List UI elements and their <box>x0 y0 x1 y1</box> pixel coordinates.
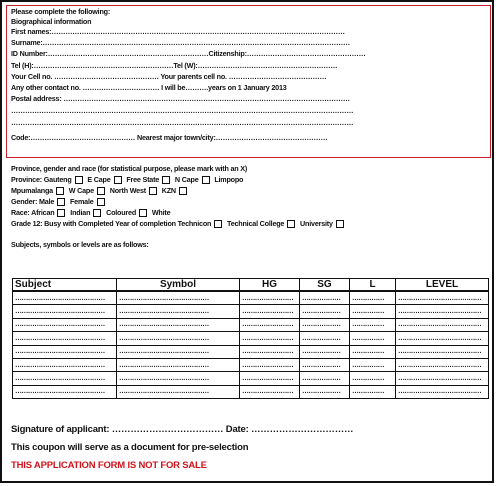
kzn-checkbox[interactable] <box>179 187 187 195</box>
free-state-checkbox[interactable] <box>162 176 170 184</box>
province-kzn: KZN <box>161 186 176 195</box>
subjects-table <box>12 278 489 399</box>
table-cell[interactable]: …………………………………… <box>13 291 117 305</box>
table-cell[interactable]: …………… <box>350 291 396 305</box>
signature-date-field[interactable]: Signature of applicant: ……………………………… Date: …………………………… <box>11 424 354 435</box>
table-cell[interactable]: ………………………………… <box>396 358 489 371</box>
gender-label: Gender: <box>11 197 38 206</box>
table-cell[interactable]: ……………… <box>300 385 350 398</box>
table-cell[interactable]: …………………………………… <box>13 358 117 371</box>
column-level: LEVEL <box>396 279 489 292</box>
race-row <box>11 208 170 218</box>
gender-female: Female <box>69 197 94 206</box>
form-header: Please complete the following: <box>11 7 111 16</box>
province-w-cape: W Cape <box>68 186 94 195</box>
table-row <box>13 291 489 305</box>
table-cell[interactable]: ……………… <box>300 345 350 358</box>
table-cell[interactable]: …………… <box>350 305 396 318</box>
table-cell[interactable]: ……………… <box>300 305 350 318</box>
table-cell[interactable]: ……………… <box>300 372 350 385</box>
table-cell[interactable]: ………………………………… <box>396 385 489 398</box>
race-label: Race: <box>11 208 30 217</box>
table-cell[interactable]: …………………………………… <box>117 358 240 371</box>
postal-address-line-3[interactable]: ………………………………………………………………………………………………………………………………… <box>11 118 354 127</box>
technicon-checkbox[interactable] <box>214 220 222 228</box>
province-e-cape: E Cape <box>87 175 111 184</box>
female-checkbox[interactable] <box>97 198 105 206</box>
table-cell[interactable]: …………………………………… <box>117 291 240 305</box>
table-row <box>13 358 489 371</box>
race-coloured: Coloured <box>106 208 137 217</box>
postal-address-line-2[interactable]: ………………………………………………………………………………………………………………………………… <box>11 106 354 115</box>
column-subject: Subject <box>13 279 117 292</box>
column-hg: HG <box>240 279 300 292</box>
table-row <box>13 305 489 318</box>
table-cell[interactable]: ………………………………… <box>396 291 489 305</box>
race-african: African <box>31 208 55 217</box>
table-cell[interactable]: …………………… <box>240 372 300 385</box>
province-north-west: North West <box>109 186 146 195</box>
african-checkbox[interactable] <box>57 209 65 217</box>
indian-checkbox[interactable] <box>93 209 101 217</box>
table-row <box>13 318 489 331</box>
table-cell[interactable]: …………… <box>350 372 396 385</box>
province-row-1 <box>11 175 243 185</box>
postal-address-field[interactable]: Postal address: …………………………………………………………………………………………………………… <box>11 94 350 103</box>
n-cape-checkbox[interactable] <box>202 176 210 184</box>
other-contact-field[interactable]: Any other contact no. …………………………… I will be……….years on 1 January 2013 <box>11 83 287 92</box>
table-row <box>13 385 489 398</box>
telephone-field[interactable]: Tel (H):……………………………………………………Tel (W):…………………………………………………… <box>11 61 338 70</box>
table-cell[interactable]: ……………… <box>300 318 350 331</box>
table-cell[interactable]: ………………………………… <box>396 318 489 331</box>
table-cell[interactable]: …………………… <box>240 332 300 345</box>
surname-field[interactable]: Surname:…………………………………………………………………………………………………………………… <box>11 38 351 47</box>
table-row <box>13 332 489 345</box>
province-row-2 <box>11 186 190 196</box>
table-cell[interactable]: ………………………………… <box>396 305 489 318</box>
table-cell[interactable]: ……………… <box>300 332 350 345</box>
gender-row <box>11 197 108 207</box>
grade-row <box>11 219 347 229</box>
grade-label: Grade 12: <box>11 219 43 228</box>
race-indian: Indian <box>70 208 91 217</box>
gauteng-checkbox[interactable] <box>75 176 83 184</box>
grade-university: University <box>300 219 333 228</box>
table-cell[interactable]: …………………… <box>240 305 300 318</box>
table-cell[interactable]: …………………………………… <box>117 385 240 398</box>
table-cell[interactable]: …………………………………… <box>13 372 117 385</box>
province-mpumalanga: Mpumalanga <box>11 186 53 195</box>
table-cell[interactable]: …………… <box>350 345 396 358</box>
table-cell[interactable]: ………………………………… <box>396 332 489 345</box>
table-cell[interactable]: …………………… <box>240 345 300 358</box>
column-l: L <box>350 279 396 292</box>
table-cell[interactable]: …………………………………… <box>13 305 117 318</box>
province-n-cape: N Cape <box>174 175 199 184</box>
north-west-checkbox[interactable] <box>149 187 157 195</box>
table-row <box>13 372 489 385</box>
gender-male: Male <box>38 197 55 206</box>
table-cell[interactable]: …………………………………… <box>117 332 240 345</box>
coupon-note: This coupon will serve as a document for pre-selection <box>11 442 249 453</box>
w-cape-checkbox[interactable] <box>97 187 105 195</box>
cell-number-field[interactable]: Your Cell no. ……………………………………… Your parents cell no. …………………………………… <box>11 72 327 81</box>
table-cell[interactable]: ………………………………… <box>396 372 489 385</box>
table-cell[interactable]: …………………………………… <box>13 318 117 331</box>
table-cell[interactable]: …………………………………… <box>117 372 240 385</box>
male-checkbox[interactable] <box>57 198 65 206</box>
table-cell[interactable]: …………………………………… <box>13 345 117 358</box>
table-cell[interactable]: …………………… <box>240 291 300 305</box>
statistics-intro: Province, gender and race (for statistical purpose, please mark with an X) <box>11 164 248 173</box>
mpumalanga-checkbox[interactable] <box>56 187 64 195</box>
table-cell[interactable]: …………………………………… <box>13 385 117 398</box>
technical-college-checkbox[interactable] <box>287 220 295 228</box>
coloured-checkbox[interactable] <box>139 209 147 217</box>
grade-text: Busy with Completed Year of completion Technicon <box>44 219 212 228</box>
province-gauteng: Gauteng <box>43 175 72 184</box>
not-for-sale-notice: THIS APPLICATION FORM IS NOT FOR SALE <box>11 460 207 471</box>
column-sg: SG <box>300 279 350 292</box>
first-names-field[interactable]: First names:……………………………………………………………………………………………………………… <box>11 27 345 36</box>
column-symbol: Symbol <box>117 279 240 292</box>
table-cell[interactable]: …………………… <box>240 385 300 398</box>
table-cell[interactable]: …………………………………… <box>13 332 117 345</box>
id-citizenship-field[interactable]: ID Number:……………………………………………………………Citizenship:…………………………………………… <box>11 49 366 58</box>
code-town-field[interactable]: Code:……………………………………… Nearest major town/city:………………………………………… <box>11 133 328 142</box>
e-cape-checkbox[interactable] <box>114 176 122 184</box>
table-cell[interactable]: ……………… <box>300 358 350 371</box>
subjects-intro: Subjects, symbols or levels are as follows: <box>11 240 149 249</box>
table-row <box>13 345 489 358</box>
table-cell[interactable]: …………………… <box>240 318 300 331</box>
race-white: White <box>151 208 171 217</box>
table-cell[interactable]: …………… <box>350 332 396 345</box>
table-cell[interactable]: …………… <box>350 318 396 331</box>
table-header-row <box>13 279 489 292</box>
table-cell[interactable]: …………………………………… <box>117 305 240 318</box>
section-title: Biographical information <box>11 17 92 26</box>
table-cell[interactable]: …………… <box>350 385 396 398</box>
table-cell[interactable]: ……………… <box>300 291 350 305</box>
table-cell[interactable]: …………………………………… <box>117 345 240 358</box>
university-checkbox[interactable] <box>336 220 344 228</box>
table-cell[interactable]: ………………………………… <box>396 345 489 358</box>
table-cell[interactable]: …………………… <box>240 358 300 371</box>
province-limpopo: Limpopo <box>214 175 244 184</box>
table-cell[interactable]: …………………………………… <box>117 318 240 331</box>
grade-technical-college: Technical College <box>227 219 285 228</box>
province-label: Province: <box>11 175 42 184</box>
province-free-state: Free State <box>126 175 160 184</box>
table-cell[interactable]: …………… <box>350 358 396 371</box>
